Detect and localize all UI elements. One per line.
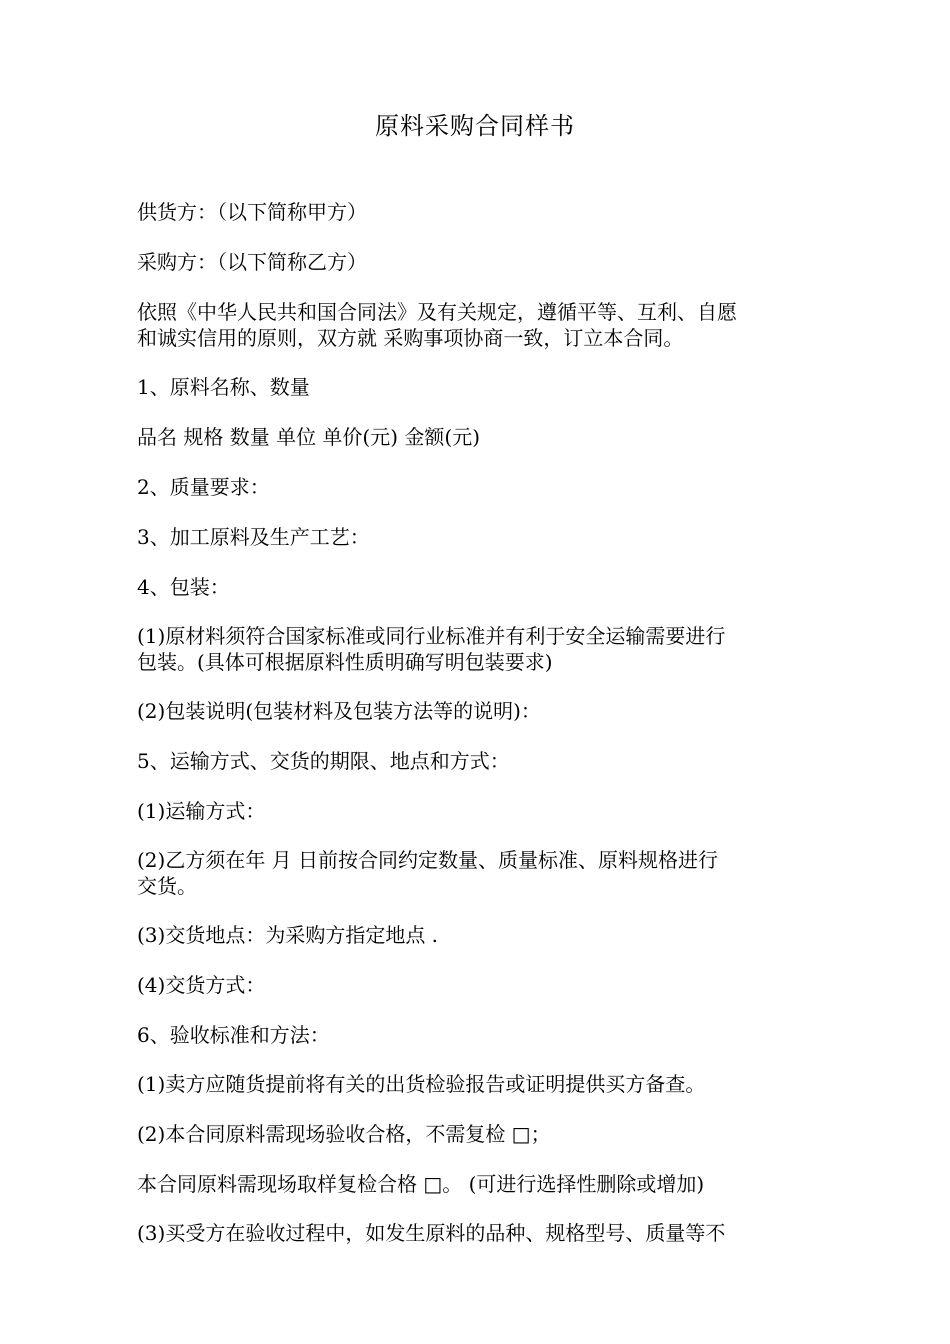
section-6-heading: 6、验收标准和方法： (137, 1023, 330, 1047)
transport-clause-1: (1)运输方式： (137, 799, 266, 823)
acceptance-clause-2: (2)本合同原料需现场验收合格，不需复检 □； (137, 1122, 551, 1146)
buyer-line: 采购方：（以下简称乙方） (137, 250, 367, 274)
section-5-heading: 5、运输方式、交货的期限、地点和方式： (137, 749, 510, 773)
acceptance-clause-3: (3)买受方在验收过程中，如发生原料的品种、规格型号、质量等不 (137, 1221, 726, 1245)
preamble-line-2: 和诚实信用的原则，双方就 采购事项协商一致，订立本合同。 (137, 326, 684, 350)
preamble-line-1: 依照《中华人民共和国合同法》及有关规定，遵循平等、互利、自愿 (137, 300, 737, 324)
section-1-heading: 1、原料名称、数量 (137, 375, 310, 399)
acceptance-clause-2-alt: 本合同原料需现场取样复检合格 □。 (可进行选择性删除或增加) (137, 1172, 705, 1196)
document-title: 原料采购合同样书 (375, 112, 575, 140)
packaging-clause-1-line-2: 包装。(具体可根据原料性质明确写明包装要求) (137, 650, 553, 674)
transport-clause-4: (4)交货方式： (137, 973, 266, 997)
acceptance-clause-1: (1)卖方应随货提前将有关的出货检验报告或证明提供买方备查。 (137, 1072, 706, 1096)
transport-clause-3: (3)交货地点：为采购方指定地点 . (137, 923, 439, 947)
transport-clause-2-line-1: (2)乙方须在年 月 日前按合同约定数量、质量标准、原料规格进行 (137, 848, 719, 872)
packaging-clause-2: (2)包装说明(包装材料及包装方法等的说明)： (137, 699, 541, 723)
transport-clause-2-line-2: 交货。 (137, 874, 197, 898)
item-table-header: 品名 规格 数量 单位 单价(元) 金额(元) (137, 425, 480, 449)
section-3-heading: 3、加工原料及生产工艺： (137, 525, 370, 549)
section-4-heading: 4、包装： (137, 575, 230, 599)
supplier-line: 供货方：（以下简称甲方） (137, 200, 367, 224)
section-2-heading: 2、质量要求： (137, 475, 270, 499)
packaging-clause-1-line-1: (1)原材料须符合国家标准或同行业标准并有利于安全运输需要进行 (137, 624, 726, 648)
